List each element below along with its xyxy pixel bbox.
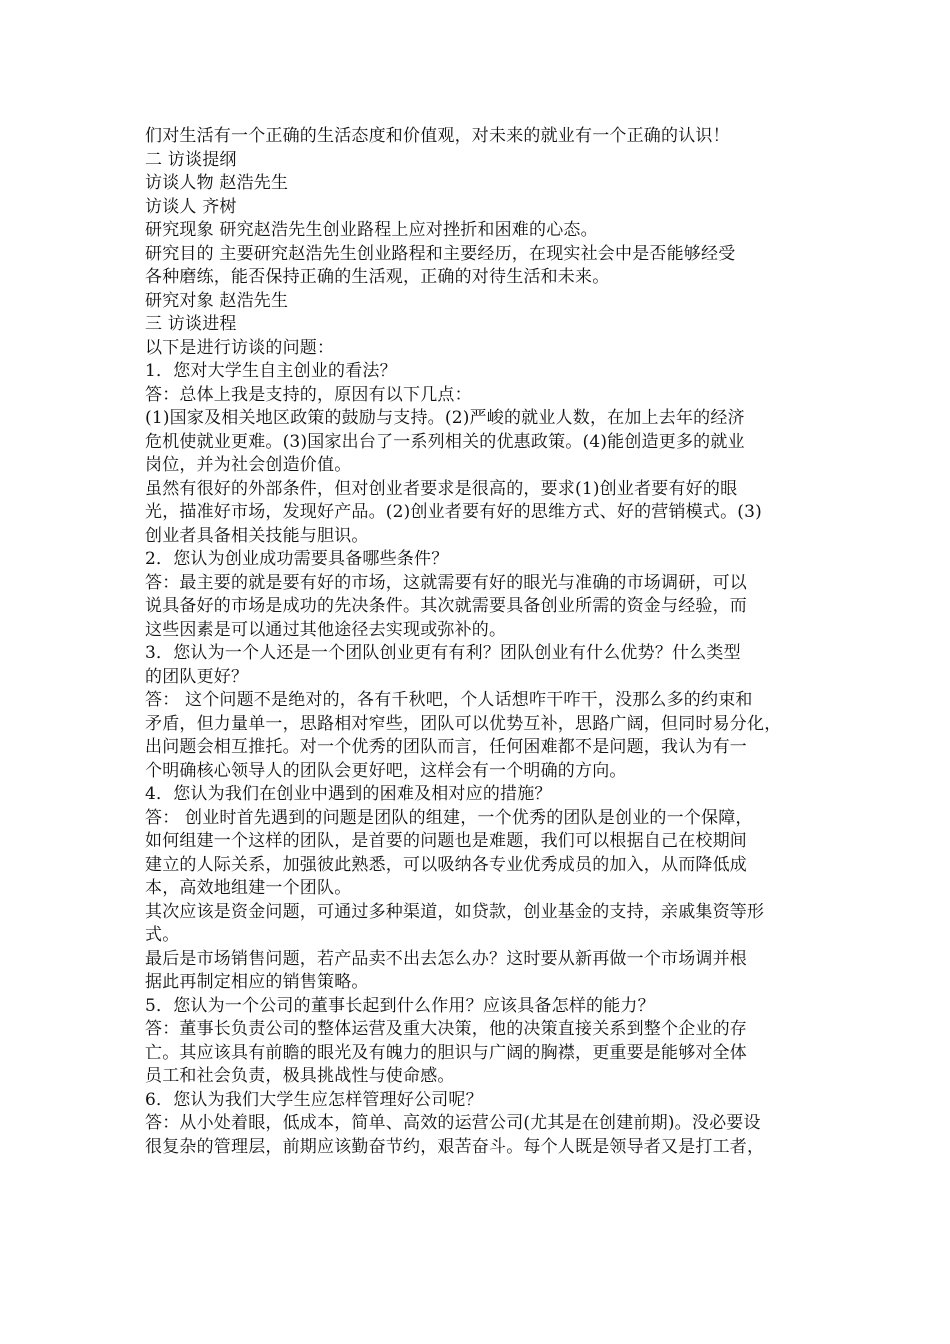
text-line: 创业者具备相关技能与胆识。	[145, 525, 369, 546]
text-line: 答：最主要的就是要有好的市场，这就需要有好的眼光与准确的市场调研，可以	[145, 572, 747, 593]
text-line: 式。	[145, 925, 180, 945]
text-line: 出问题会相互推托。对一个优秀的团队而言，任何困难都不是问题，我认为有一	[145, 737, 747, 757]
text-line: 建立的人际关系，加强彼此熟悉，可以吸纳各专业优秀成员的加入，从而降低成	[145, 854, 747, 875]
text-line: 很复杂的管理层，前期应该勤奋节约，艰苦奋斗。每个人既是领导者又是打工者，	[145, 1136, 765, 1157]
text-line: 以下是进行访谈的问题：	[145, 337, 335, 358]
text-line: 的团队更好？	[145, 666, 249, 687]
text-line: 三 访谈进程	[145, 314, 237, 334]
text-line: 答： 创业时首先遇到的问题是团队的组建，一个优秀的团队是创业的一个保障，	[145, 807, 753, 828]
text-line: 这些因素是可以通过其他途径去实现或弥补的。	[145, 619, 507, 640]
text-line: 答：总体上我是支持的，原因有以下几点：	[145, 384, 472, 405]
text-line: 2．您认为创业成功需要具备哪些条件？	[145, 549, 449, 569]
text-line: 答：从小处着眼，低成本，简单、高效的运营公司(尤其是在创建前期)。没必要设	[145, 1113, 761, 1133]
text-line: 矛盾，但力量单一，思路相对窄些，团队可以优势互补，思路广阔，但同时易分化，	[145, 713, 782, 734]
text-line: 5．您认为一个公司的董事长起到什么作用？应该具备怎样的能力？	[145, 995, 655, 1016]
text-line: 如何组建一个这样的团队，是首要的问题也是难题，我们可以根据自己在校期间	[145, 831, 747, 851]
text-line: 虽然有很好的外部条件，但对创业者要求是很高的，要求(1)创业者要有好的眼	[145, 478, 738, 499]
text-line: 各种磨练，能否保持正确的生活观，正确的对待生活和未来。	[145, 267, 610, 287]
text-line: 据此再制定相应的销售策略。	[145, 972, 369, 992]
text-line: 研究现象 研究赵浩先生创业路程上应对挫折和困难的心态。	[145, 220, 598, 240]
text-line: 二 访谈提纲	[145, 149, 237, 170]
text-line: 员工和社会负责，极具挑战性与使命感。	[145, 1066, 455, 1086]
text-line: 个明确核心领导人的团队会更好吧，这样会有一个明确的方向。	[145, 760, 627, 781]
text-line: 光，描准好市场，发现好产品。(2)创业者要有好的思维方式、好的营销模式。(3)	[145, 502, 762, 522]
text-line: 岗位，并为社会创造价值。	[145, 455, 352, 475]
text-line: 1．您对大学生自主创业的看法？	[145, 361, 397, 381]
text-line: 亡。其应该具有前瞻的眼光及有魄力的胆识与广阔的胸襟，更重要是能够对全体	[145, 1042, 747, 1063]
text-line: 危机使就业更难。(3)国家出台了一系列相关的优惠政策。(4)能创造更多的就业	[145, 431, 745, 452]
text-line: (1)国家及相关地区政策的鼓励与支持。(2)严峻的就业人数，在加上去年的经济	[145, 408, 745, 428]
text-line: 答： 这个问题不是绝对的，各有千秋吧，个人话想咋干咋干，没那么多的约束和	[145, 690, 753, 710]
text-line: 说具备好的市场是成功的先决条件。其次就需要具备创业所需的资金与经验，而	[145, 596, 747, 616]
document-page	[145, 125, 815, 1159]
text-line: 研究目的 主要研究赵浩先生创业路程和主要经历，在现实社会中是否能够经受	[145, 243, 736, 264]
text-line: 访谈人物 赵浩先生	[145, 173, 289, 193]
text-line: 6．您认为我们大学生应怎样管理好公司呢？	[145, 1089, 483, 1110]
text-line: 们对生活有一个正确的生活态度和价值观，对未来的就业有一个正确的认识！	[145, 126, 730, 146]
text-line: 4．您认为我们在创业中遇到的困难及相对应的措施？	[145, 784, 552, 804]
text-line: 答：董事长负责公司的整体运营及重大决策，他的决策直接关系到整个企业的存	[145, 1019, 747, 1039]
text-line: 最后是市场销售问题，若产品卖不出去怎么办？这时要从新再做一个市场调并根	[145, 948, 747, 969]
text-line: 研究对象 赵浩先生	[145, 290, 289, 311]
text-line: 其次应该是资金问题，可通过多种渠道，如贷款，创业基金的支持，亲戚集资等形	[145, 901, 765, 922]
text-line: 本，高效地组建一个团队。	[145, 878, 352, 898]
text-line: 访谈人 齐树	[145, 196, 237, 217]
text-line: 3．您认为一个人还是一个团队创业更有有利？团队创业有什么优势？什么类型	[145, 643, 741, 663]
